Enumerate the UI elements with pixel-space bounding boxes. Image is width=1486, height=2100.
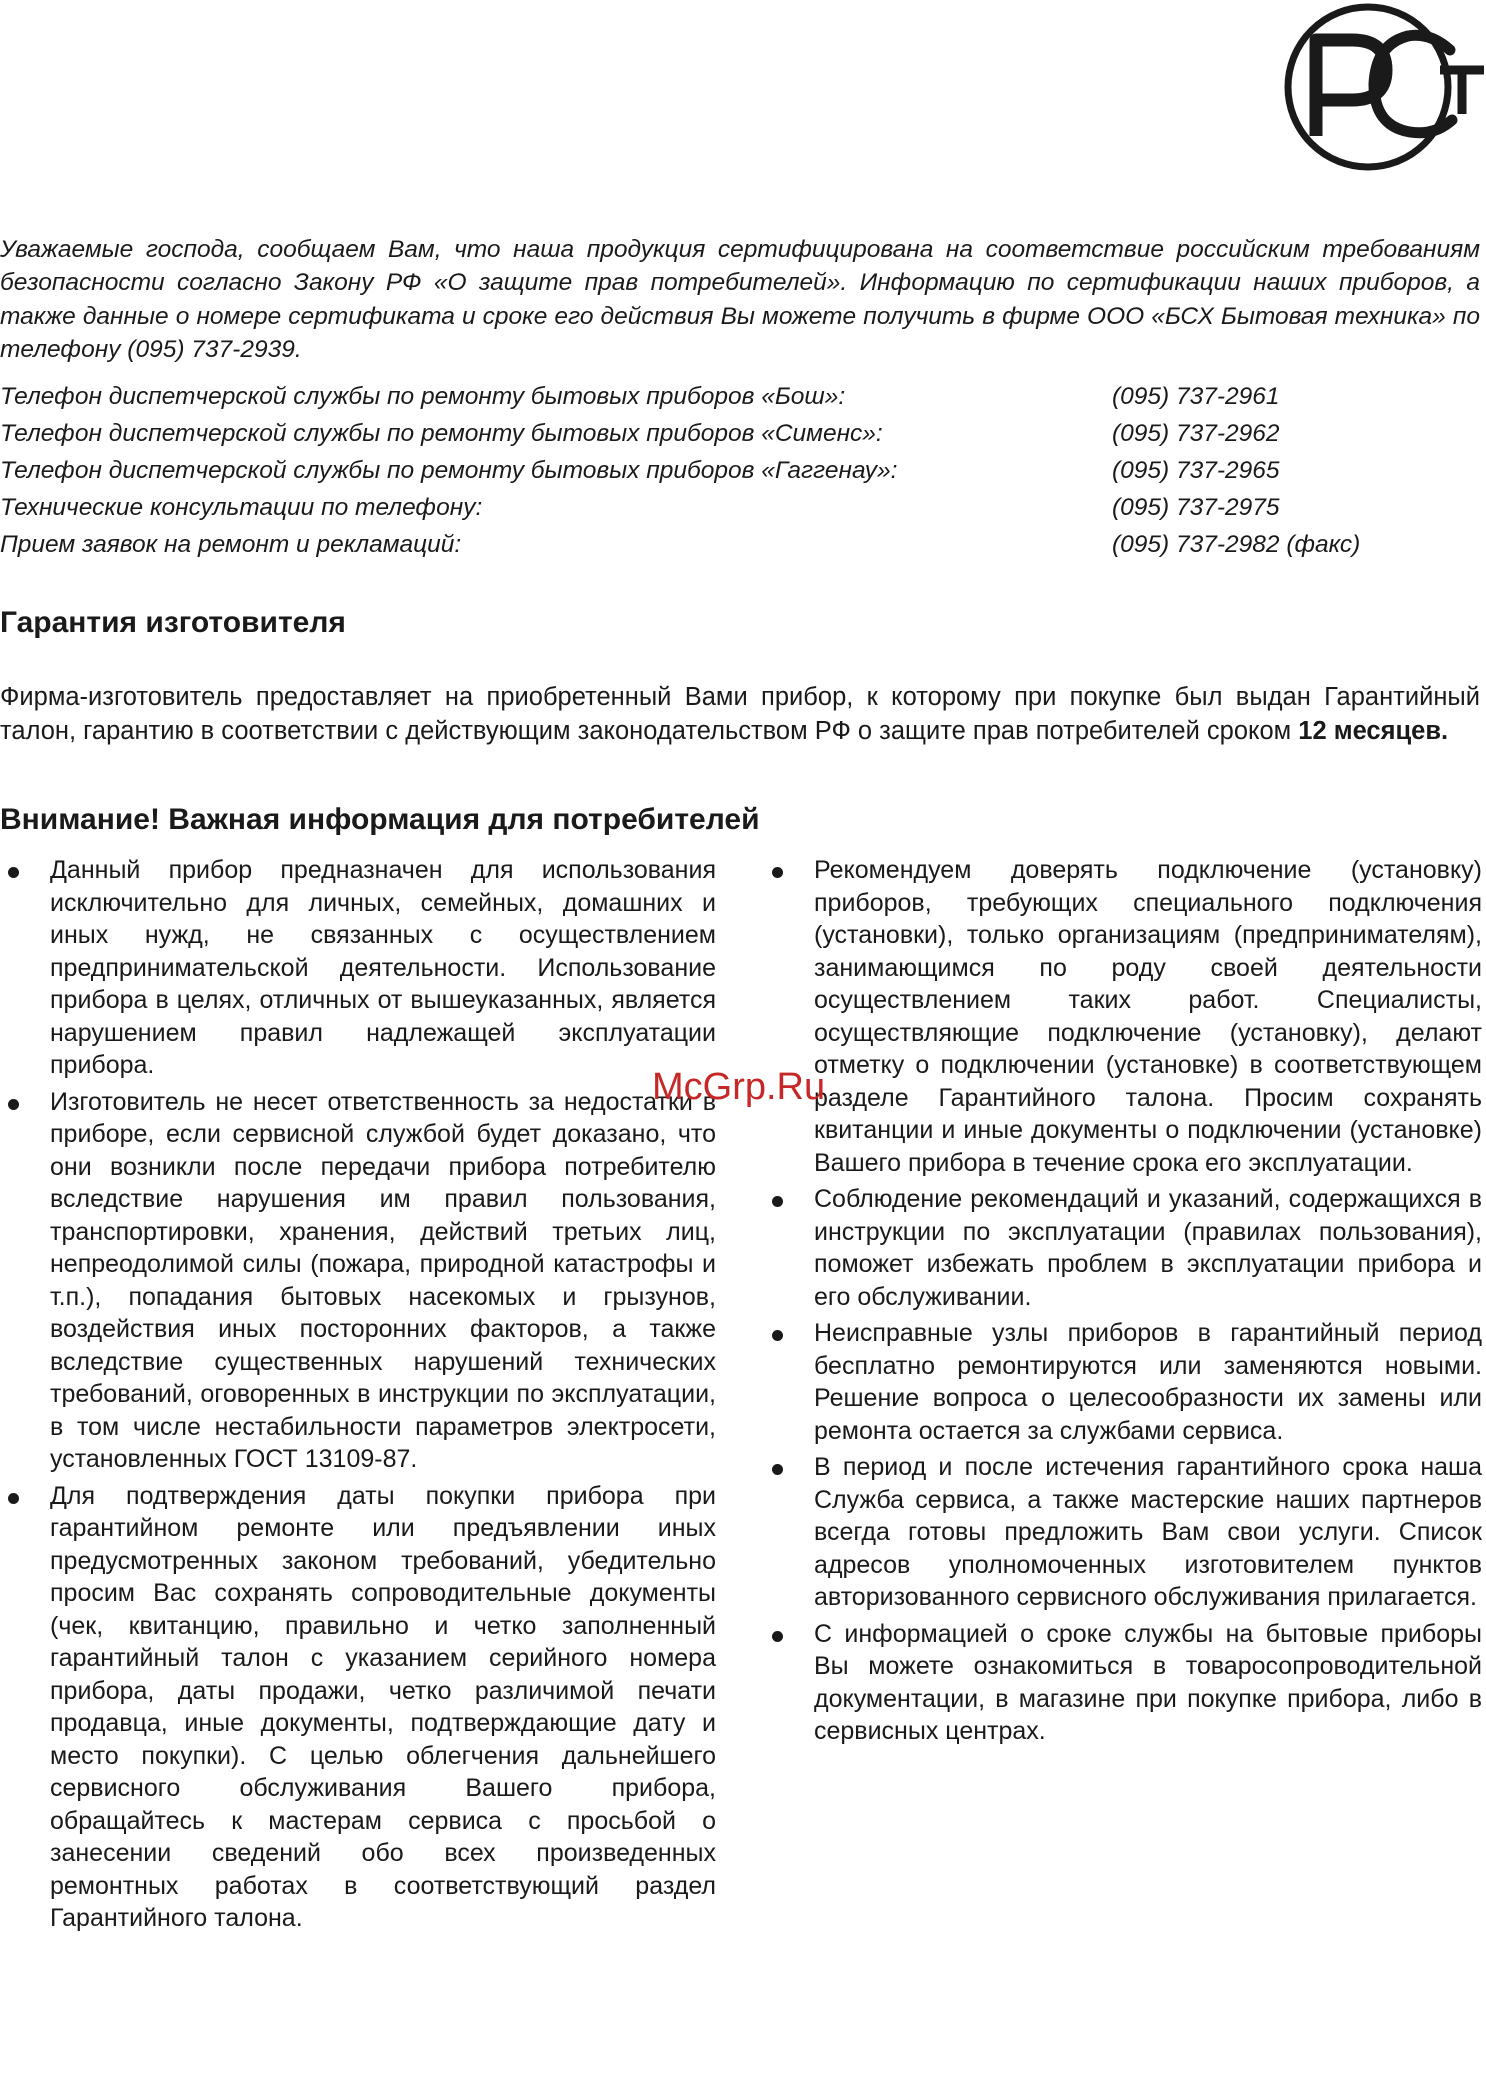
bullet-icon [8, 1493, 19, 1504]
contact-phone: (095) 737-2975 [1112, 494, 1280, 521]
warranty-term: 12 месяцев. [1298, 716, 1449, 745]
contact-phone: (095) 737-2961 [1112, 383, 1280, 410]
contact-label: Телефон диспетчерской службы по ремонту бытовых приборов «Сименс»: [0, 420, 883, 447]
list-item-text: Рекомендуем доверять подключение (установку) приборов, требующих специального подключения (установки), только организациям (предпринимателям), занимающимся по роду своей деятельности осуществлением таких работ. Специалисты, осуществляющие подключение (установку), делают отметку о подключении (установке) в соответствующем разделе Гарантийного талона. Просим сохранять квитанции и иные документы о подключении (установке) Вашего прибора в течение срока его эксплуатации. [814, 856, 1482, 1177]
contact-phone: (095) 737-2962 [1112, 420, 1280, 447]
contact-row [0, 415, 1480, 452]
list-item [764, 1618, 1482, 1748]
warranty-paragraph [0, 680, 1480, 748]
list-item-text: Изготовитель не несет ответственность за недостатки в приборе, если сервисной службой будет доказано, что они возникли после передачи прибора потребителю вследствие нарушения им правил пользования, транспортировки, хранения, действий третьих лиц, непреодолимой силы (пожара, природной катастрофы и т.п.), попадания бытовых насекомых и грызунов, воздействия иных посторонних факторов, а также вследствие существенных нарушений технических требований, оговоренных в инструкции по эксплуатации, в том числе нестабильности параметров электросети, установленных ГОСТ 13109-87. [50, 1087, 716, 1473]
rst-certification-logo [1250, 2, 1486, 172]
list-item-text: Данный прибор предназначен для использования исключительно для личных, семейных, домашних и иных нужд, не связанных с осуществлением предпринимательской деятельности. Использование прибора в целях, отличных от вышеуказанных, является нарушением правил надлежащей эксплуатации прибора. [50, 856, 716, 1079]
list-item [764, 1451, 1482, 1614]
service-contacts-list [0, 378, 1480, 563]
list-item [0, 1480, 716, 1935]
bullet-icon [772, 1330, 783, 1341]
warranty-heading: Гарантия изготовителя [0, 606, 346, 639]
bullet-icon [772, 1631, 783, 1642]
list-item [764, 1317, 1482, 1447]
contact-label: Телефон диспетчерской службы по ремонту бытовых приборов «Бош»: [0, 383, 846, 410]
attention-list-left [0, 854, 716, 1939]
contact-label: Прием заявок на ремонт и рекламаций: [0, 531, 462, 558]
bullet-icon [8, 867, 19, 878]
bullet-icon [772, 1196, 783, 1207]
certification-notice: Уважаемые господа, сообщаем Вам, что наша продукция сертифицирована на соответствие российским требованиям безопасности согласно Закону РФ «О защите прав потребителей». Информацию по сертификации наших приборов, а также данные о номере сертификата и сроке его действия Вы можете получить в фирме ООО «БСХ Бытовая техника» по телефону (095) 737-2939. [0, 235, 1480, 363]
contact-phone: (095) 737-2982 (факс) [1112, 531, 1361, 558]
list-item-text: С информацией о сроке службы на бытовые приборы Вы можете ознакомиться в товаросопроводительной документации, в магазине при покупке прибора, либо в сервисных центрах. [814, 1619, 1482, 1745]
bullet-icon [772, 867, 783, 878]
warranty-text: Фирма-изготовитель предоставляет на приобретенный Вами прибор, к которому при покупке был выдан Гарантийный талон, гарантию в соответствии с действующим законодательством РФ о защите прав потребителей сроком [0, 682, 1480, 745]
contact-row [0, 526, 1480, 563]
contact-row [0, 489, 1480, 526]
list-item [764, 1183, 1482, 1313]
contact-row [0, 378, 1480, 415]
attention-heading: Внимание! Важная информация для потребителей [0, 803, 760, 836]
list-item [0, 1086, 716, 1476]
list-item-text: Для подтверждения даты покупки прибора при гарантийном ремонте или предъявлении иных предусмотренных законом требований, убедительно просим Вас сохранять сопроводительные документы (чек, квитанцию, правильно и четко заполненный гарантийный талон с указанием серийного номера прибора, даты продажи, четко различимой печати продавца, иные документы, подтверждающие дату и место покупки). С целью облегчения дальнейшего сервисного обслуживания Вашего прибора, обращайтесь к мастерам сервиса с просьбой о занесении сведений обо всех произведенных ремонтных работах в соответствующий раздел Гарантийного талона. [50, 1481, 716, 1932]
attention-list-right [764, 854, 1482, 1752]
bullet-icon [8, 1099, 19, 1110]
list-item [0, 854, 716, 1082]
contact-row [0, 452, 1480, 489]
watermark: McGrp.Ru [652, 1066, 826, 1108]
list-item-text: Неисправные узлы приборов в гарантийный период бесплатно ремонтируются или заменяются новыми. Решение вопроса о целесообразности их замены или ремонта остается за службами сервиса. [814, 1319, 1482, 1445]
list-item [764, 854, 1482, 1179]
contact-label: Технические консультации по телефону: [0, 494, 483, 521]
list-item-text: В период и после истечения гарантийного срока наша Служба сервиса, а также мастерские наших партнеров всегда готовы предложить Вам свои услуги. Список адресов уполномоченных изготовителем пунктов авторизованного сервисного обслуживания прилагается. [814, 1453, 1482, 1611]
bullet-icon [772, 1464, 783, 1475]
contact-label: Телефон диспетчерской службы по ремонту бытовых приборов «Гаггенау»: [0, 457, 898, 484]
contact-phone: (095) 737-2965 [1112, 457, 1280, 484]
list-item-text: Соблюдение рекомендаций и указаний, содержащихся в инструкции по эксплуатации (правилах пользования), поможет избежать проблем в эксплуатации прибора и его обслуживании. [814, 1185, 1482, 1311]
